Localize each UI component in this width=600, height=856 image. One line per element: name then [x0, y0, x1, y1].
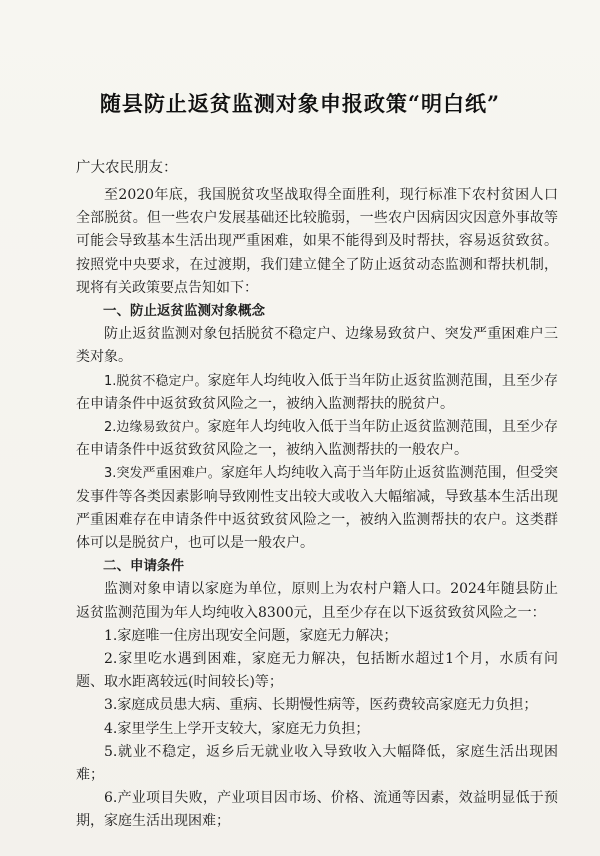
item-lead: 2.边缘易致贫户。 — [104, 420, 208, 436]
section-1-summary: 防止返贫监测对象包括脱贫不稳定户、边缘易致贫户、突发严重困难户三类对象。 — [76, 326, 558, 366]
document-title: 随县防止返贫监测对象申报政策“明白纸” — [99, 91, 501, 116]
greeting: 广大农民朋友： — [76, 160, 178, 176]
condition-item: 2.家里吃水遇到困难，家庭无力解决，包括断水超过1个月，水质有问题、取水距离较远(时间较长)等； — [76, 651, 558, 691]
condition-item: 4.家里学生上学开支较大，家庭无力负担； — [104, 720, 370, 737]
item-text: 家庭年人均纯收入低于当年防止返贫监测范围，且至少存在申请条件中返贫致贫风险之一，被纳入监测帮扶的一般农户。 — [76, 419, 559, 459]
intro-paragraph: 至2020年底，我国脱贫攻坚战取得全面胜利，现行标准下农村贫困人口全部脱贫。但一些农户发展基础还比较脆弱，一些农户因病因灾因意外事故等可能会导致基本生活出现严重困难，如果不能得到及时帮扶，容易返贫致贫。按照党中央要求，在过渡期，我们建立健全了防止返贫动态监测和帮扶机制，现将有关政策要点告知如下： — [76, 187, 558, 296]
section-1-item — [76, 462, 558, 555]
section-1-item — [76, 416, 558, 462]
section-1-item — [76, 370, 558, 416]
section-heading-2: 二、申请条件 — [103, 558, 184, 575]
item-lead: 1.脱贫不稳定户。 — [104, 373, 208, 389]
item-text: 家庭年人均纯收入低于当年防止返贫监测范围，且至少存在申请条件中返贫致贫风险之一，被纳入监测帮扶的脱贫户。 — [76, 372, 559, 412]
condition-item: 3.家庭成员患大病、重病、长期慢性病等，医药费较高家庭无力负担； — [104, 697, 538, 714]
document-body — [76, 184, 558, 834]
condition-item: 1.家庭唯一住房出现安全问题，家庭无力解决； — [104, 627, 398, 644]
condition-item: 5.就业不稳定，返乡后无就业收入导致收入大幅降低，家庭生活出现困难； — [76, 743, 558, 784]
item-text: 家庭年人均纯收入高于当年防止返贫监测范围，但受突发事件等各类因素影响导致刚性支出较大或收入大幅缩减，导致基本生活出现严重困难存在申请条件中返贫致贫风险之一，被纳入监测帮扶的农户。这类群体可以是脱贫户，也可以是一般农户。 — [76, 465, 559, 552]
item-lead: 3.突发严重困难户。 — [104, 466, 221, 482]
section-2-intro: 监测对象申请以家庭为单位，原则上为农村户籍人口。2024年随县防止返贫监测范围为年人均纯收入8300元，且至少存在以下返贫致贫风险之一： — [76, 581, 558, 621]
section-heading-1: 一、防止返贫监测对象概念 — [103, 303, 265, 320]
condition-item: 6.产业项目失败，产业项目因市场、价格、流通等因素，效益明显低于预期，家庭生活出现困难； — [76, 790, 558, 830]
